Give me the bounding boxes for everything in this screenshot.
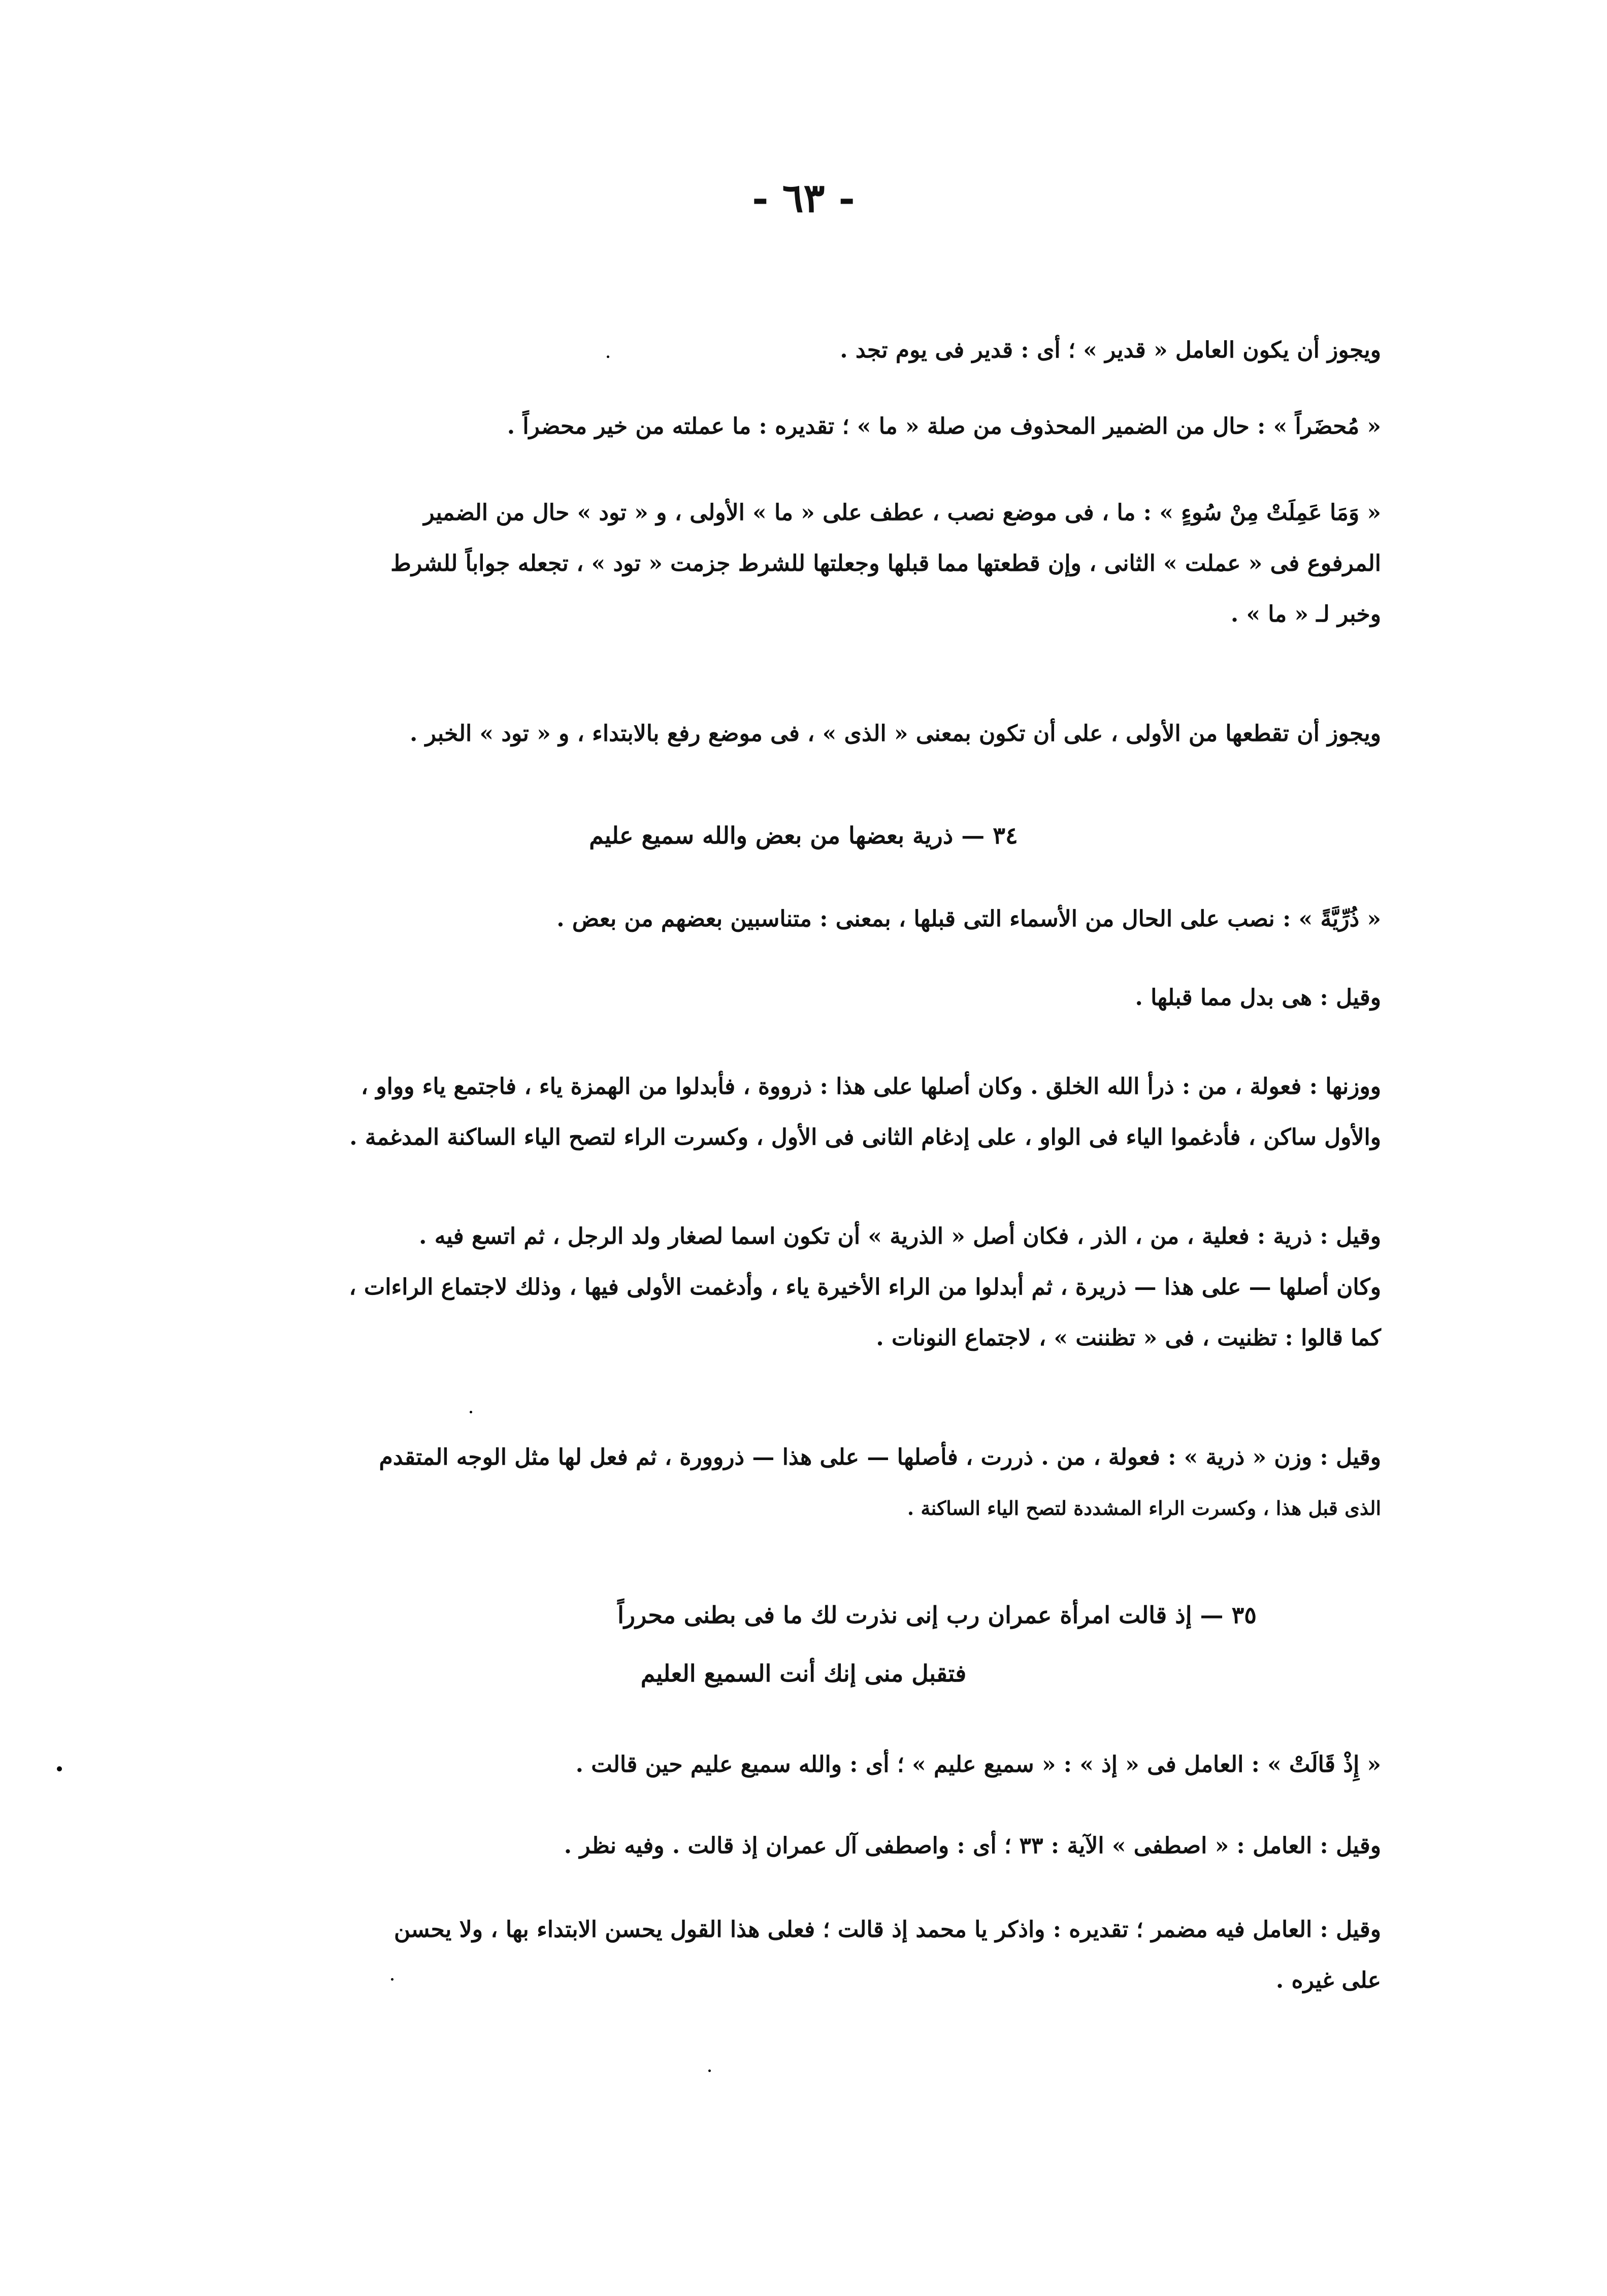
paragraph-11-line: وقيل : العامل : « اصطفى » الآية : ٣٣ ؛ أى : واصطفى آل عمران إذ قالت . وفيه نظر . (564, 1833, 1381, 1859)
paragraph-11 (218, 1821, 1381, 1871)
paragraph-7-line-2: والأول ساكن ، فأدغموا الياء فى الواو ، على إدغام الثانى فى الأول ، وكسرت الراء لتصح الياء الساكنة المدغمة . (349, 1124, 1381, 1150)
paragraph-3 (218, 488, 1381, 640)
scan-speck (391, 1978, 393, 1981)
paragraph-12-line-2: على غيره . (1275, 1967, 1381, 1993)
paragraph-8-line-1: وقيل : ذرية : فعلية ، من ، الذر ، فكان أصل « الذرية » أن تكون اسما لصغار ولد الرجل ، ثم اتسع فيه . (419, 1223, 1381, 1249)
page-number: - ٦٣ - (752, 175, 855, 221)
paragraph-8-line-2: وكان أصلها — على هذا — ذريرة ، ثم أبدلوا من الراء الأخيرة ياء ، وأدغمت الأولى فيها ، وذلك لاجتماع الراءات ، (349, 1274, 1381, 1300)
scan-speck (708, 2069, 711, 2072)
paragraph-3-line-3: وخبر لـ « ما » . (1230, 601, 1381, 627)
paragraph-12 (218, 1904, 1381, 2006)
paragraph-9-line-1: وقيل : وزن « ذرية » : فعولة ، من . ذررت ، فأصلها — على هذا — ذروورة ، ثم فعل لها مثل الوجه المتقدم (379, 1444, 1381, 1470)
paragraph-6 (218, 973, 1381, 1023)
paragraph-2-line: « مُحضَراً » : حال من الضمير المحذوف من صلة « ما » ؛ تقديره : ما عملته من خير محضراً . (507, 413, 1381, 439)
paragraph-4 (218, 708, 1381, 759)
paragraph-9 (218, 1432, 1381, 1534)
paragraph-10-line: « إِذْ قَالَتْ » : العامل فى « إذ » : « سميع عليم » ؛ أى : والله سميع عليم حين قالت . (575, 1752, 1381, 1777)
paragraph-10 (218, 1739, 1381, 1790)
paragraph-7 (218, 1061, 1381, 1163)
paragraph-3-line-1: « وَمَا عَمِلَتْ مِنْ سُوءٍ » : ما ، فى موضع نصب ، عطف على « ما » الأولى ، و « تود » حال من الضمير (423, 500, 1381, 526)
paragraph-12-line-1: وقيل : العامل فيه مضمر ؛ تقديره : واذكر يا محمد إذ قالت ؛ فعلى هذا القول يحسن الابتداء بها ، ولا يحسن (393, 1917, 1381, 1943)
scan-speck (607, 355, 609, 358)
paragraph-5-line: « ذُرِّيَّةً » : نصب على الحال من الأسماء التى قبلها ، بمعنى : متناسبين بعضهم من بعض . (556, 906, 1381, 932)
paragraph-4-line: ويجوز أن تقطعها من الأولى ، على أن تكون بمعنى « الذى » ، فى موضع رفع بالابتداء ، و « تود » الخبر . (409, 721, 1381, 747)
paragraph-8-line-3: كما قالوا : تظنيت ، فى « تظننت » ، لاجتماع النونات . (876, 1325, 1381, 1351)
paragraph-1 (218, 325, 1381, 376)
scan-speck (470, 1411, 472, 1413)
scan-speck (57, 1766, 62, 1771)
paragraph-1-line: ويجوز أن يكون العامل « قدير » ؛ أى : قدير فى يوم تجد . (840, 337, 1381, 363)
verse-34: ٣٤ — ذرية بعضها من بعض والله سميع عليم (589, 822, 1018, 849)
verse-35-line-1: ٣٥ — إذ قالت امرأة عمران رب إنى نذرت لك ما فى بطنى محرراً (617, 1601, 1257, 1629)
paragraph-5 (218, 894, 1381, 945)
paragraph-2 (218, 401, 1381, 452)
paragraph-9-line-2: الذى قبل هذا ، وكسرت الراء المشددة لتصح الياء الساكنة . (907, 1497, 1381, 1519)
paragraph-8 (218, 1211, 1381, 1364)
verse-35-line-2: فتقبل منى إنك أنت السميع العليم (640, 1660, 967, 1687)
paragraph-6-line: وقيل : هى بدل مما قبلها . (1135, 985, 1381, 1011)
paragraph-7-line-1: ووزنها : فعولة ، من : ذرأ الله الخلق . وكان أصلها على هذا : ذرووة ، فأبدلوا من الهمزة ياء ، فاجتمع ياء وواو ، (360, 1074, 1381, 1100)
paragraph-3-line-2: المرفوع فى « عملت » الثانى ، وإن قطعتها مما قبلها وجعلتها للشرط جزمت « تود » ، تجعله جواباً للشرط (390, 551, 1381, 576)
